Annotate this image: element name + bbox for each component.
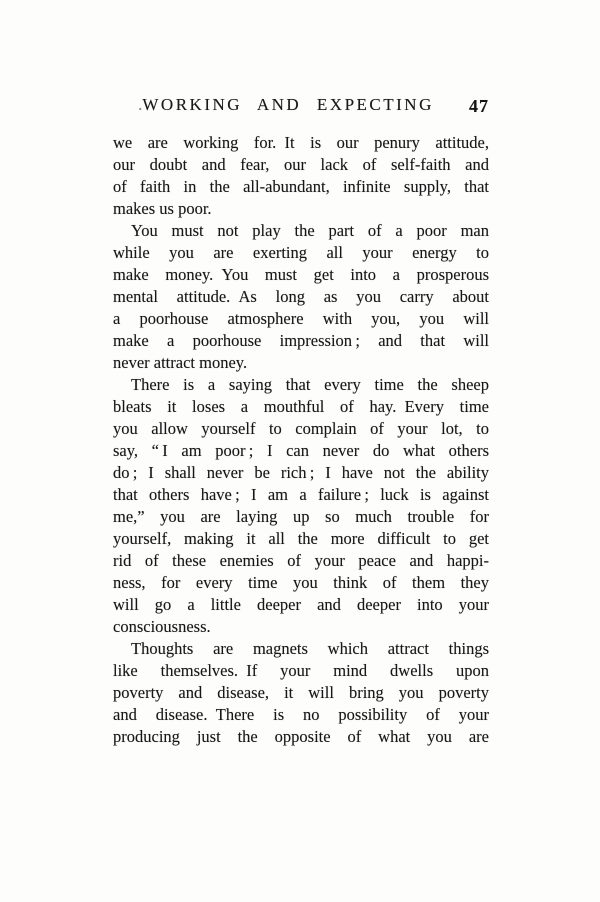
text-line: will go a little deeper and deeper into your — [113, 595, 489, 614]
chapter-title-text: WORKING AND EXPECTING — [142, 95, 434, 114]
chapter-title — [113, 95, 459, 115]
text-line: There is a saying that every time the sheep — [131, 375, 489, 394]
text-line: Thoughts are magnets which attract things — [131, 639, 489, 658]
text-line: makes us poor. — [113, 199, 212, 218]
text-line: poverty and disease, it will bring you poverty — [113, 683, 489, 702]
text-line: mental attitude. As long as you carry about — [113, 287, 489, 306]
text-line: you allow yourself to complain of your lot, to — [113, 419, 489, 438]
paragraph — [113, 220, 489, 374]
text-line: me,” you are laying up so much trouble for — [113, 507, 489, 526]
paragraph — [113, 132, 489, 220]
text-line: and disease. There is no possibility of your — [113, 705, 489, 724]
text-line: never attract money. — [113, 353, 248, 372]
text-line: our doubt and fear, our lack of self-faith and — [113, 155, 489, 174]
text-line: that others have ; I am a failure ; luck is against — [113, 485, 489, 504]
text-line: of faith in the all-abundant, infinite supply, that — [113, 177, 489, 196]
text-line: we are working for. It is our penury attitude, — [113, 133, 489, 152]
text-line: producing just the opposite of what you are — [113, 727, 489, 746]
text-block — [113, 132, 489, 748]
text-line: a poorhouse atmosphere with you, you will — [113, 309, 489, 328]
text-line: do ; I shall never be rich ; I have not the ability — [113, 463, 489, 482]
running-head — [113, 95, 489, 119]
text-line: like themselves. If your mind dwells upon — [113, 661, 489, 680]
text-line: consciousness. — [113, 617, 211, 636]
ink-artifact: . — [138, 95, 143, 114]
text-line: You must not play the part of a poor man — [131, 221, 489, 240]
text-line: yourself, making it all the more difficult to get — [113, 529, 489, 548]
page-number: 47 — [469, 96, 489, 116]
text-line: make money. You must get into a prosperous — [113, 265, 489, 284]
text-line: make a poorhouse impression ; and that will — [113, 331, 489, 350]
text-line: ness, for every time you think of them they — [113, 573, 489, 592]
text-line: say, “ I am poor ; I can never do what others — [113, 441, 489, 460]
text-line: rid of these enemies of your peace and happi- — [113, 551, 489, 570]
paragraph — [113, 374, 489, 638]
text-line: while you are exerting all your energy to — [113, 243, 489, 262]
paragraph — [113, 638, 489, 748]
text-line: bleats it loses a mouthful of hay. Every time — [113, 397, 489, 416]
